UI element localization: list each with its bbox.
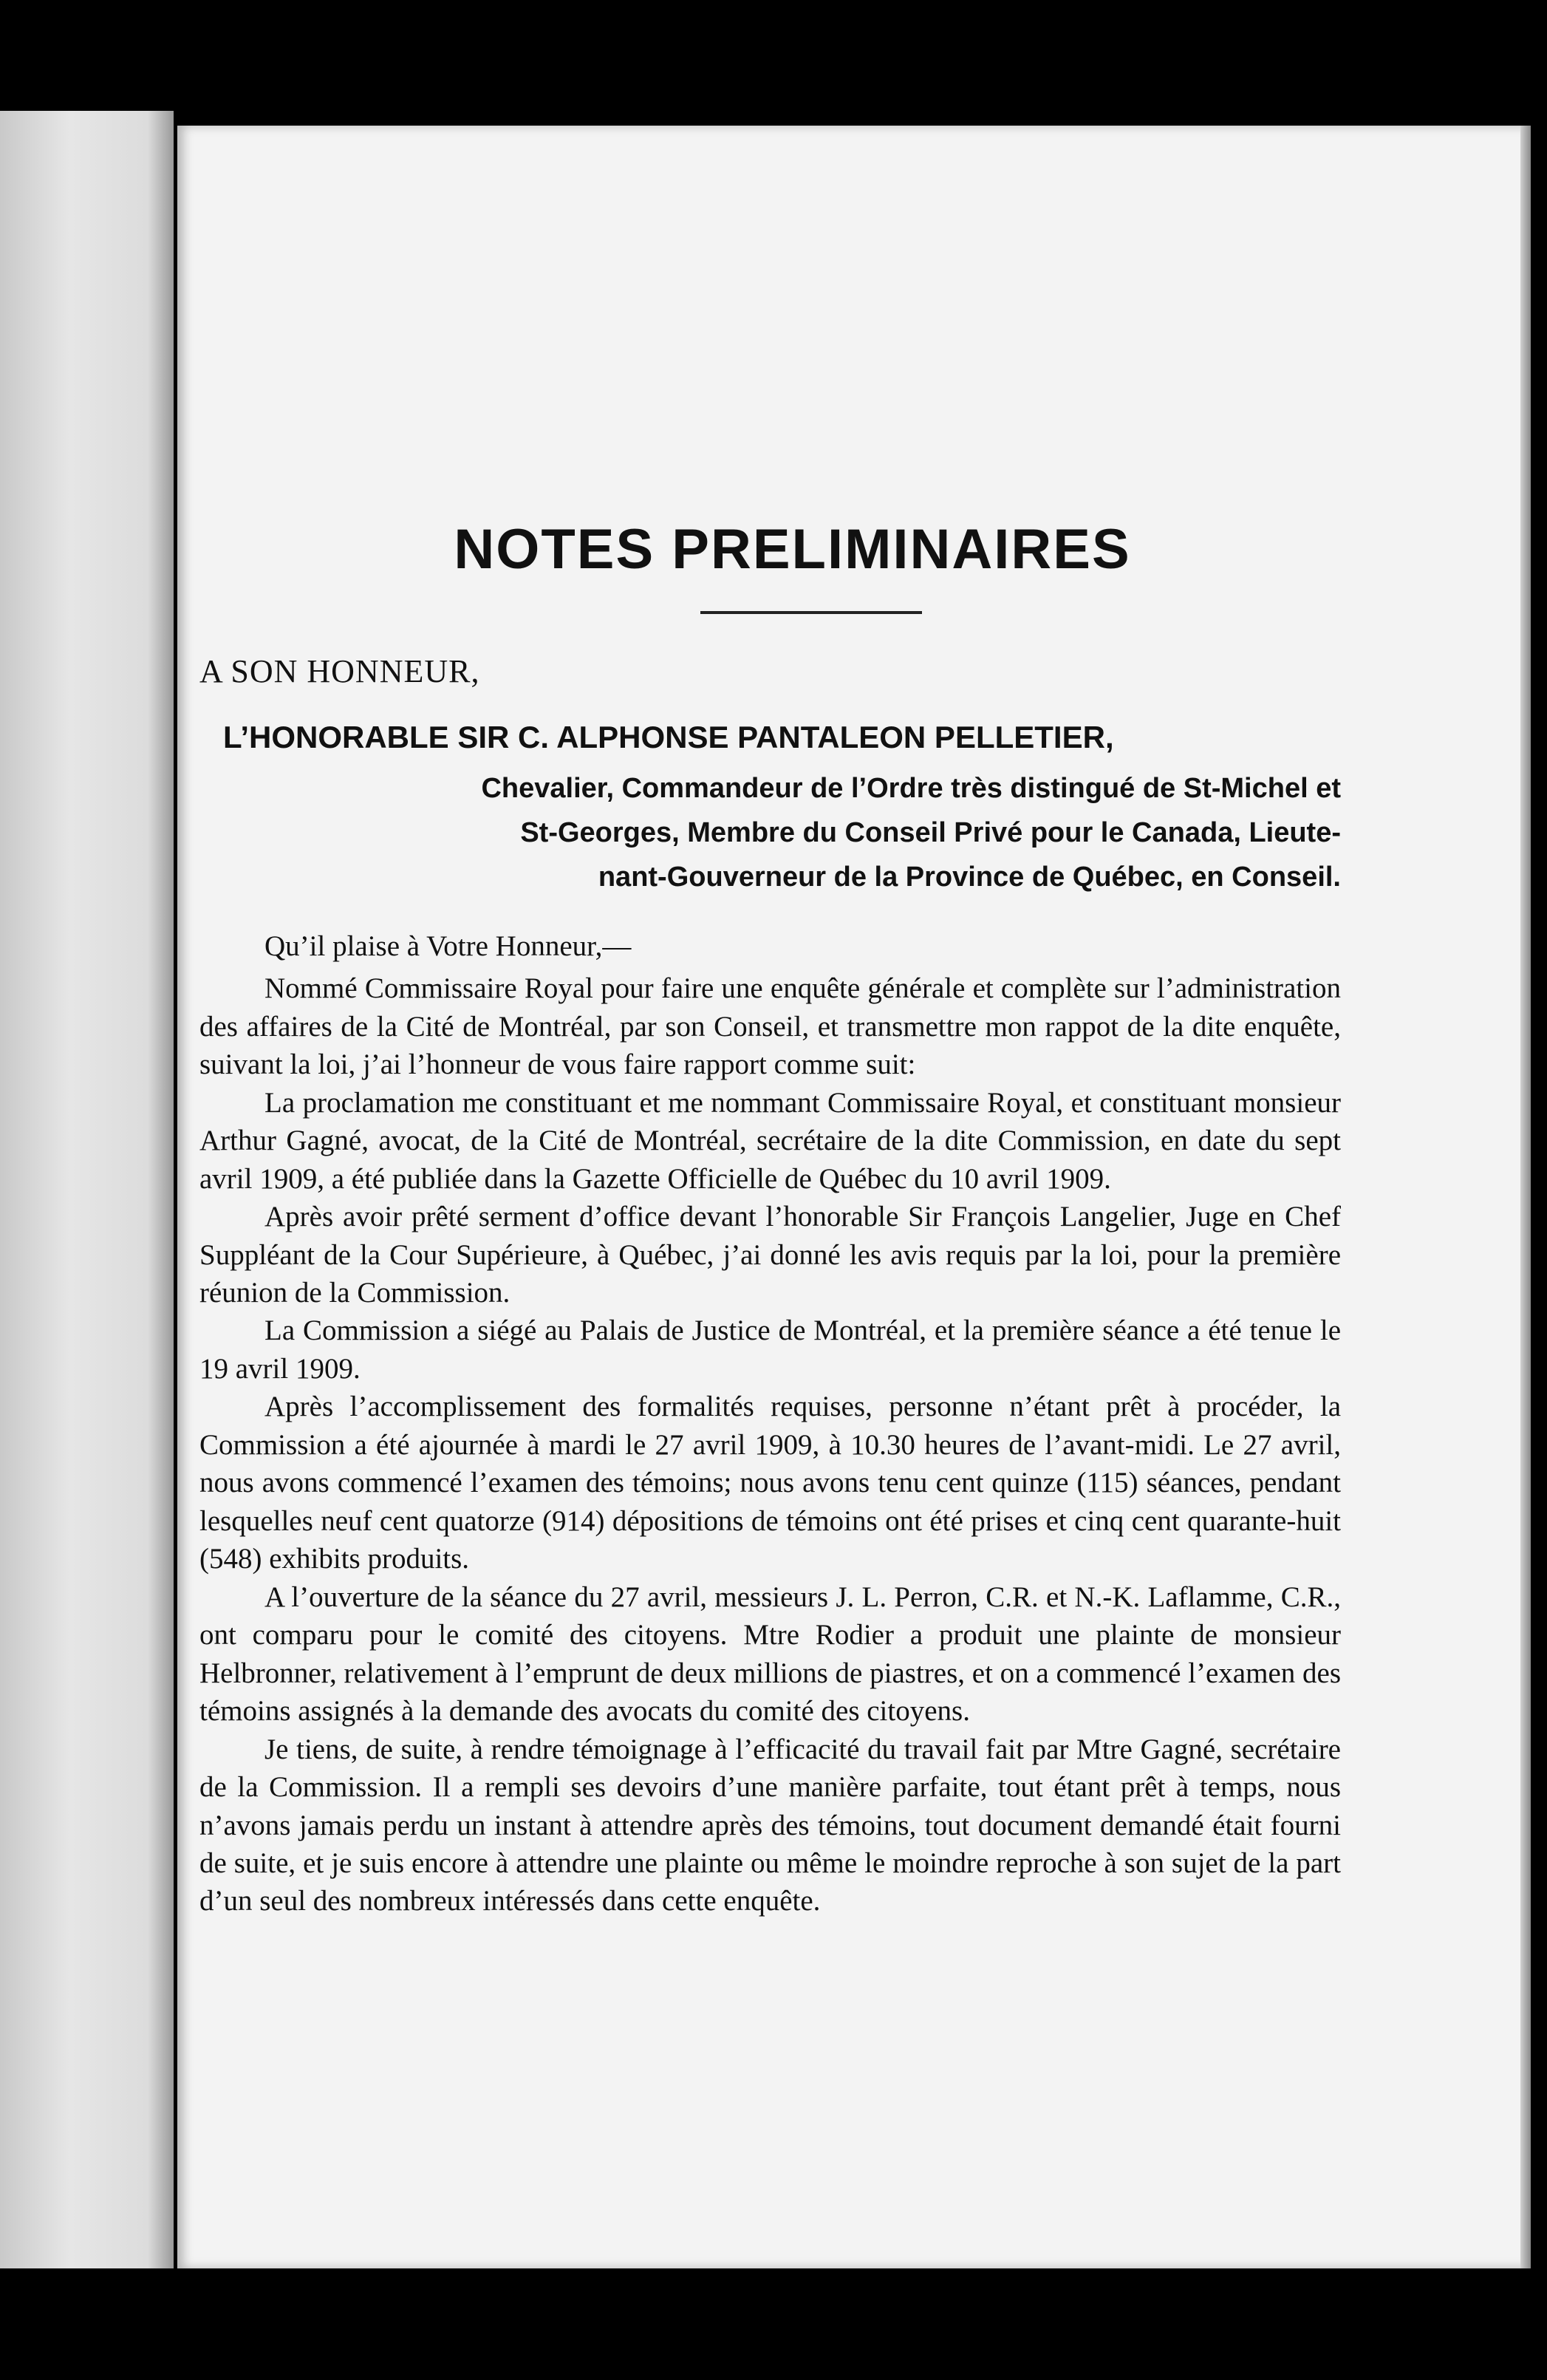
addressee-titles: [199, 766, 1341, 899]
paragraph: Après avoir prêté serment d’office devant l’honorable Sir François Langelier, Juge en Chef Suppléant de la Cour Supérieure, à Québec, j’ai donné les avis requis par la loi, pour la première réunion de la Commission.: [199, 1201, 1341, 1309]
text-block: [199, 516, 1341, 1920]
addressee: L’HONORABLE SIR C. ALPHONSE PANTALEON PELLETIER,: [223, 719, 1114, 754]
addressee-title-line: Chevalier, Commandeur de l’Ordre très distingué de St-Michel et: [481, 772, 1341, 804]
addressee-title-line: nant-Gouverneur de la Province de Québec, en Conseil.: [598, 861, 1341, 893]
paragraph: A l’ouverture de la séance du 27 avril, messieurs J. L. Perron, C.R. et N.-K. Laflamme, C.R., ont comparu pour le comité des citoyens. Mtre Rodier a produit une plainte de monsieur Helbronner, relativement à l’emprunt de deux millions de piastres, et on a commencé l’examen des témoins assignés à la demande des avocats du comité des citoyens.: [199, 1581, 1341, 1728]
paragraph: Nommé Commissaire Royal pour faire une enquête générale et complète sur l’administration des affaires de la Cité de Montréal, par son Conseil, et transmettre mon rappot de la dite enquête, suivant la loi, j’ai l’honneur de vous faire rapport comme suit:: [199, 972, 1341, 1081]
title-rule: [700, 611, 922, 614]
paragraph: Après l’accomplissement des formalités requises, personne n’étant prêt à procéder, la Commission a été ajournée à mardi le 27 avril 1909, à 10.30 heures de l’avant-midi. Le 27 avril, nous avons commencé l’examen des témoins; nous avons tenu cent quinze (115) séances, pendant lesquelles neuf cent quatorze (914) dépositions de témoins ont été prises et cinq cent quarante-huit (548) exhibits produits.: [199, 1391, 1341, 1575]
salutation: A SON HONNEUR,: [199, 653, 480, 690]
paragraph: Je tiens, de suite, à rendre témoignage à l’efficacité du travail fait par Mtre Gagné, secrétaire de la Commission. Il a rempli ses devoirs d’une manière parfaite, tout étant prêt à temps, nous n’avons jamais perdu un instant à attendre après des témoins, tout document demandé était fourni de suite, et je suis encore à attendre une plainte ou même le moindre reproche à son sujet de la part d’un seul des nombreux intéressés dans cette enquête.: [199, 1733, 1341, 1917]
body-text: [199, 927, 1341, 1920]
left-page-edge: [0, 111, 174, 2268]
addressee-title-line: St-Georges, Membre du Conseil Privé pour le Canada, Lieute-: [520, 816, 1341, 848]
opening-line: Qu’il plaise à Votre Honneur,—: [264, 930, 632, 962]
page: [177, 126, 1531, 2268]
page-edge: [1520, 126, 1531, 2268]
paragraph: La Commission a siégé au Palais de Justice de Montréal, et la première séance a été tenue le 19 avril 1909.: [199, 1315, 1341, 1385]
paragraph: La proclamation me constituant et me nommant Commissaire Royal, et constituant monsieur Arthur Gagné, avocat, de la Cité de Montréal, secrétaire de la dite Commission, en date du sept avril 1909, a été publiée dans la Gazette Officielle de Québec du 10 avril 1909.: [199, 1086, 1341, 1195]
page-title: NOTES PRELIMINAIRES: [454, 518, 1131, 581]
